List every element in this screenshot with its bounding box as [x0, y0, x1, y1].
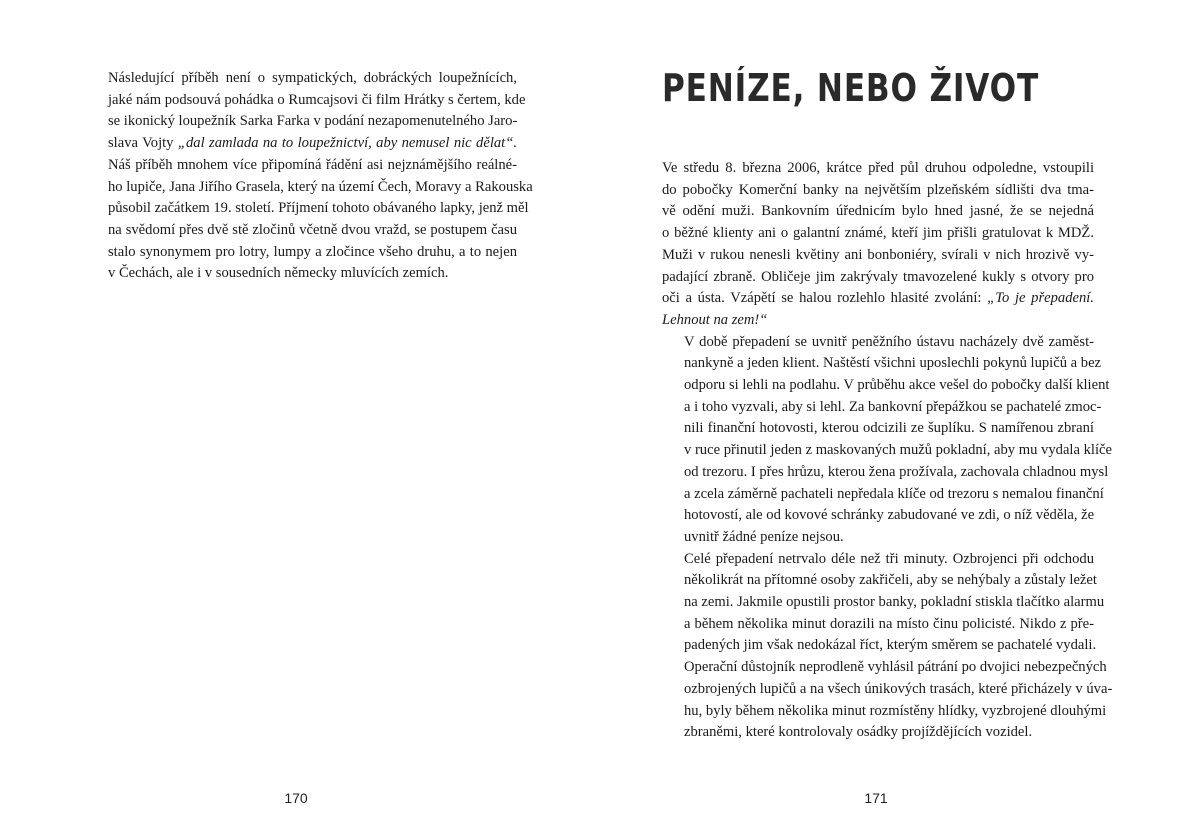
text-line: a i toho vyzvali, aby si lehl. Za bankovní přepážkou se pachatelé zmoc- — [684, 398, 1102, 415]
page-number: 170 — [284, 790, 308, 806]
text-line — [662, 310, 1094, 332]
text-line: se ikonický loupežník Sarka Farka v podání nezapomenutelného Jaro- — [108, 113, 518, 130]
text-line: odporu si lehli na podlahu. V průběhu akce vešel do pobočky další klient — [684, 377, 1110, 394]
text-line: padených jim však nedokázal říct, kterým směrem se pachatelé vydali. — [684, 637, 1097, 654]
text-line: Následující příběh není o sympatických, dobráckých loupežnících, — [108, 70, 517, 86]
text-line: nili finanční hotovosti, kterou odcizili ze šuplíku. S namířenou zbraní — [684, 420, 1094, 437]
text-line: stalo synonymem pro lotry, lumpy a zločince všeho druhu, a to nejen — [108, 243, 517, 260]
text-line: uvnitř žádné peníze nejsou. — [684, 528, 844, 545]
right-body-text — [662, 158, 1113, 744]
text-line: Ve středu 8. března 2006, krátce před půl druhou odpoledne, vstoupili — [662, 160, 1094, 176]
text-line: Celé přepadení netrvalo déle než tři minuty. Ozbrojenci při odchodu — [684, 550, 1094, 567]
text-line: padající zbraně. Obličeje jim zakrývaly tmavozelené kukly s otvory pro — [662, 268, 1094, 285]
text-line: o běžné klienty ani o galantní známé, kteří jim přišli gratulovat k MDŽ. — [662, 225, 1094, 242]
paragraph — [662, 158, 1094, 332]
text-line: působil začátkem 19. století. Příjmení tohoto obávaného lapky, jenž měl — [108, 200, 529, 217]
text-line — [662, 288, 1094, 310]
text-line: vě odění muži. Bankovním úřednicím bylo hned jasné, že se nejedná — [662, 203, 1094, 220]
text-run: slava Vojty — [108, 135, 178, 152]
quote: „dal zamlada na to loupežnictví, aby nemusel nic dělat“. — [177, 135, 517, 152]
text-line: Náš příběh mnohem více připomíná řádění asi nejznámějšího reálné- — [108, 156, 517, 173]
right-page — [590, 0, 1181, 835]
quote: „To je přepadení. — [987, 290, 1094, 307]
chapter-title: PENÍZE, NEBO ŽIVOT — [662, 66, 1040, 110]
text-line: jaké nám podsouvá pohádka o Rumcajsovi či film Hrátky s čertem, kde — [108, 91, 526, 108]
text-line: od trezoru. I přes hrůzu, kterou žena prožívala, zachovala chladnou mysl — [684, 463, 1109, 480]
text-line — [86, 133, 517, 155]
text-line: ho lupiče, Jana Jiřího Grasela, který na území Čech, Moravy a Rakouska — [108, 178, 533, 195]
text-line: a během několika minut dorazili na místo činu policisté. Nikdo z pře- — [684, 615, 1094, 632]
text-run: oči a ústa. Vzápětí se halou rozlehlo hlasité zvolání: — [662, 290, 988, 307]
text-line: Muži v rukou nenesli květiny ani bonboniéry, svírali v nich hrozivě vy- — [662, 246, 1094, 263]
paragraph — [662, 549, 1113, 744]
text-line: na zemi. Jakmile opustili prostor banky, pokladní stiskla tlačítko alarmu — [684, 594, 1105, 611]
text-line: hotovostí, ale od kovové schránky zabudované ve zdi, o níž věděla, že — [684, 507, 1095, 524]
text-line: zbraněmi, které kontrolovaly osádky projíždějících vozidel. — [684, 724, 1033, 741]
text-line: hu, byly během několika minut rozmístěny hlídky, vyzbrojené dlouhými — [684, 702, 1107, 719]
paragraph — [86, 155, 533, 285]
text-line: ozbrojených lupičů a na všech únikových trasách, které přicházely v úva- — [684, 680, 1113, 697]
text-line: a zcela záměrně pachateli nepředala klíče od trezoru s nemalou finanční — [684, 485, 1104, 502]
text-line: v Čechách, ale i v sousedních německy mluvících zemích. — [108, 265, 449, 282]
left-body-text — [86, 68, 533, 285]
quote: Lehnout na zem!“ — [662, 311, 768, 328]
text-line: na svědomí přes dvě stě zločinů včetně dvou vražd, se postupem času — [108, 221, 517, 238]
text-line: Operační důstojník neprodleně vyhlásil pátrání po dvojici nebezpečných — [684, 659, 1107, 676]
text-line: několikrát na přítomné osoby zakřičeli, aby se nehýbaly a zůstaly ležet — [684, 572, 1097, 589]
left-page — [0, 0, 590, 835]
text-line: v ruce přinutil jeden z maskovaných mužů pokladní, aby mu vydala klíče — [684, 442, 1112, 459]
text-line: nankyně a jeden klient. Naštěstí všichni uposlechli pokynů lupičů a bez — [684, 355, 1102, 372]
page-number: 171 — [864, 790, 888, 806]
paragraph — [86, 68, 526, 155]
paragraph — [662, 332, 1112, 549]
text-line: V době přepadení se uvnitř peněžního ústavu nacházely dvě zaměst- — [684, 333, 1094, 350]
text-line: do pobočky Komerční banky na největším plzeňském sídlišti dva tma- — [662, 181, 1094, 198]
